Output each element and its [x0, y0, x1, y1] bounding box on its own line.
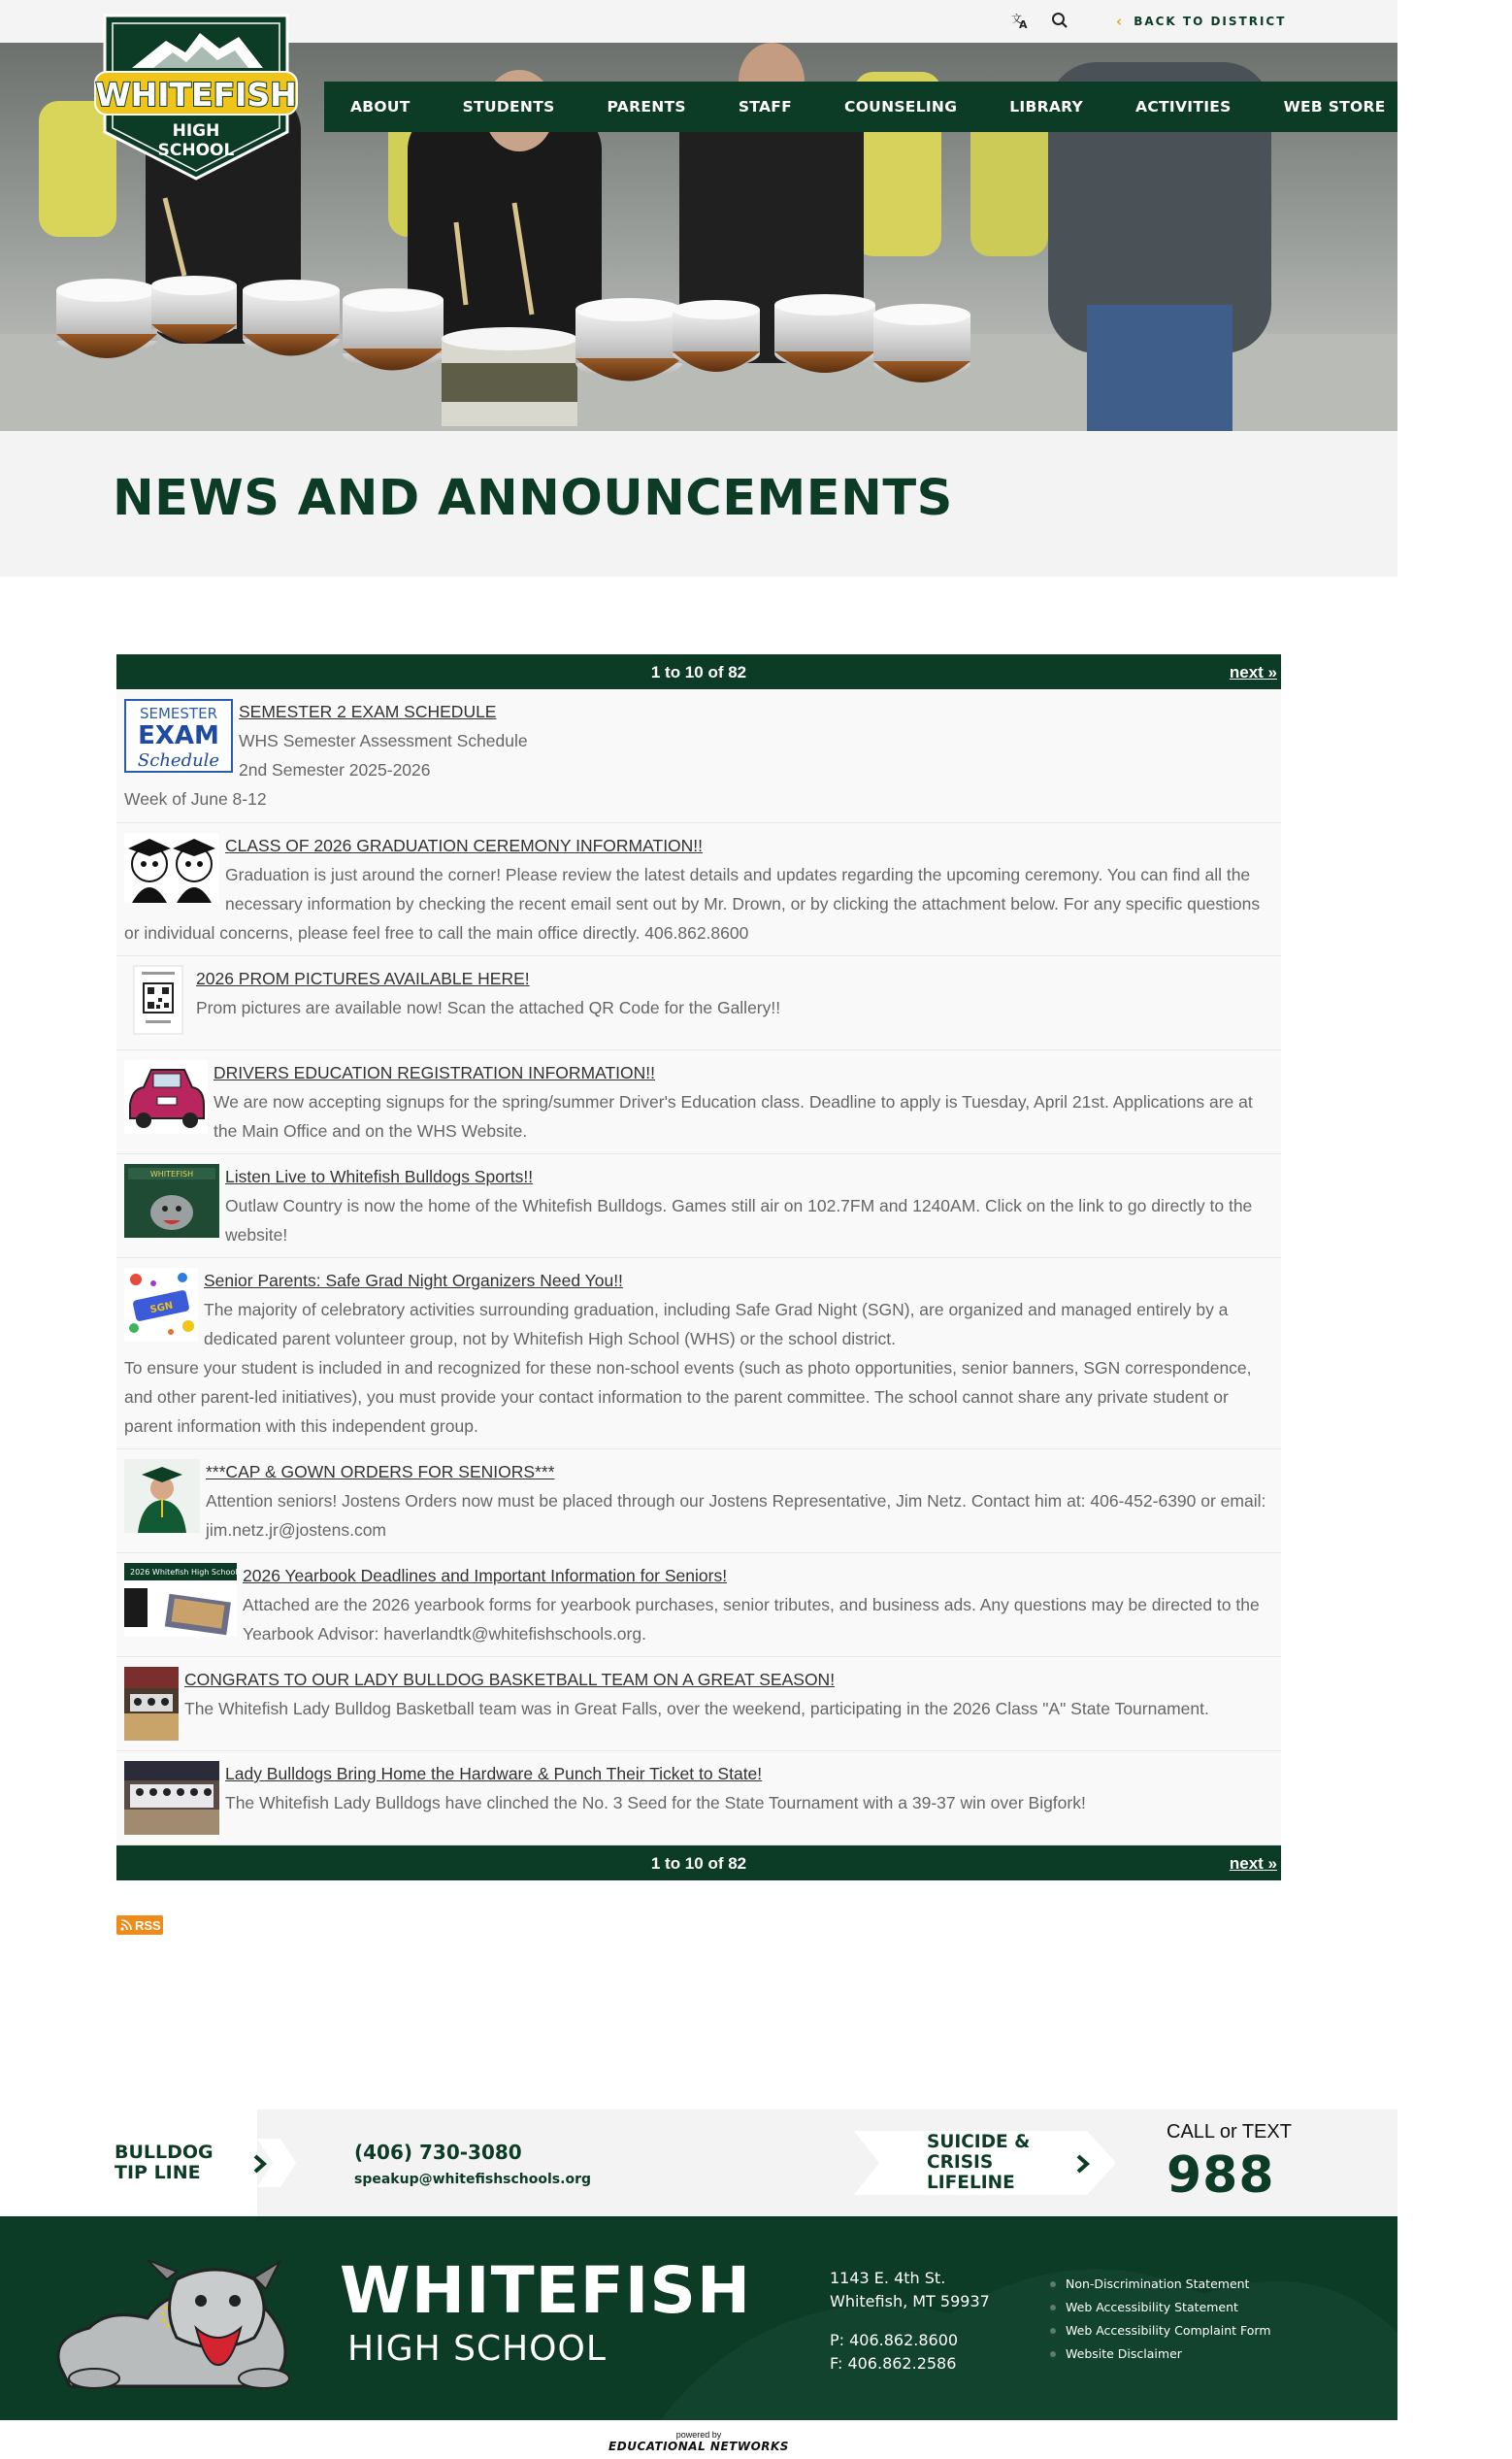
news-body: WHS Semester Assessment Schedule: [239, 731, 528, 750]
news-headline[interactable]: 2026 PROM PICTURES AVAILABLE HERE!: [196, 969, 530, 988]
footer-watermark: [660, 2216, 1397, 2420]
news-body: Week of June 8-12: [124, 789, 267, 809]
news-headline[interactable]: CLASS OF 2026 GRADUATION CEREMONY INFORMATION!!: [225, 836, 704, 855]
footer-link-accessibility-statement[interactable]: [1050, 2296, 1271, 2319]
powered-by-label: powered by: [675, 2430, 722, 2440]
news-body: The majority of celebratory activities surrounding graduation, including Safe Grad Night (SGN), are organized and managed entirely by a dedicated parent volunteer group, not by Whitefish High School (WHS) or the school district.: [204, 1300, 1229, 1348]
lifeline-line2: CRISIS: [927, 2152, 994, 2173]
news-thumbnail[interactable]: [124, 1563, 237, 1645]
news-headline[interactable]: DRIVERS EDUCATION REGISTRATION INFORMATION!!: [214, 1063, 656, 1082]
svg-text:SGN: SGN: [148, 1300, 175, 1316]
bullet-icon: [1050, 2281, 1056, 2287]
news-item: [116, 1751, 1281, 1845]
svg-text:2026 Whitefish High School: 2026 Whitefish High School: [130, 1568, 238, 1577]
back-to-district-link[interactable]: [1116, 13, 1286, 30]
logo-name: WHITEFISH: [95, 76, 297, 114]
news-item: [116, 1154, 1281, 1258]
page-title: NEWS AND ANNOUNCEMENTS: [113, 470, 953, 527]
news-body: Graduation is just around the corner! Please review the latest details and updates regarding the upcoming ceremony. You can find all the necessary information by checking the recent email sent out by Mr. Drown, or by clicking the attachment below. For any specific questions or individual concerns, please feel free to call the main office directly. 406.862.8600: [124, 865, 1261, 943]
nav-counseling[interactable]: COUNSELING: [844, 98, 958, 116]
news-thumbnail[interactable]: [134, 966, 182, 1043]
back-to-district-label: BACK TO DISTRICT: [1134, 15, 1287, 28]
news-body: Attached are the 2026 yearbook forms for yearbook purchases, senior tributes, and business ads. Any questions may be directed to the Yearbook Advisor: haverlandtk@whitefishschools.org.: [243, 1595, 1260, 1644]
thumb-text-schedule: Schedule: [137, 750, 220, 771]
footer-school-name: WHITEFISH: [340, 2253, 752, 2328]
page-title-band: [0, 431, 1397, 577]
news-thumbnail[interactable]: [124, 833, 219, 912]
news-body: To ensure your student is included in and recognized for these non-school events (such as photo opportunities, senior banners, SGN correspondence, and other parent-led initiatives), you must provide your contact information to the parent committee. The school cannot share any private student or parent information with this independent group.: [124, 1358, 1252, 1436]
news-thumbnail[interactable]: [124, 1459, 200, 1542]
school-logo[interactable]: [93, 8, 299, 181]
news-body: Attention seniors! Jostens Orders now must be placed through our Jostens Representative, Jim Netz. Contact him at: 406-452-6390 or email: jim.netz.jr@jostens.com: [206, 1491, 1266, 1540]
news-body: The Whitefish Lady Bulldogs have clinched the No. 3 Seed for the State Tournament with a 39-37 win over Bigfork!: [225, 1793, 1086, 1812]
next-page-link[interactable]: next »: [1229, 663, 1277, 681]
rss-icon: [120, 1919, 132, 1931]
chevron-left-icon: ‹: [1116, 13, 1125, 30]
news-headline[interactable]: Listen Live to Whitefish Bulldogs Sports!!: [225, 1167, 534, 1186]
logo-line2: HIGH: [172, 121, 220, 141]
vendor-logo: EDUCATIONAL NETWORKS: [608, 2440, 789, 2453]
news-item: [116, 823, 1281, 956]
news-thumbnail[interactable]: [124, 1667, 179, 1749]
address-line2: Whitefish, MT 59937: [830, 2292, 990, 2310]
bulldog-mascot: [50, 2250, 293, 2391]
address-line1: 1143 E. 4th St.: [830, 2269, 946, 2287]
main-navigation: [324, 82, 1486, 132]
nav-activities[interactable]: ACTIVITIES: [1135, 98, 1232, 116]
svg-text:文: 文: [1011, 13, 1022, 25]
footer-address: [830, 2267, 990, 2313]
tipline-phone[interactable]: (406) 730-3080: [354, 2141, 522, 2164]
rss-label: RSS: [135, 1917, 161, 1933]
nav-contact[interactable]: CONT: [1437, 98, 1486, 116]
chevron-right-icon: [1075, 2154, 1091, 2174]
news-body: We are now accepting signups for the spring/summer Driver's Education class. Deadline to apply is Tuesday, April 21st. Applications are at the Main Office and on the WHS Website.: [214, 1092, 1253, 1141]
rss-feed-button[interactable]: [116, 1915, 163, 1935]
next-page-link[interactable]: next »: [1229, 1854, 1277, 1873]
lifeline-line1: SUICIDE &: [927, 2132, 1031, 2152]
pager-count: 1 to 10 of 82: [650, 663, 747, 681]
site-footer: [0, 2216, 1397, 2420]
news-headline[interactable]: Senior Parents: Safe Grad Night Organizers Need You!!: [204, 1271, 623, 1290]
footer-link-non-discrimination[interactable]: [1050, 2273, 1271, 2296]
footer-phones: [830, 2329, 958, 2376]
crisis-resources-bar: [0, 2110, 1397, 2216]
chevron-right-icon: [252, 2154, 268, 2174]
footer-link-label: Website Disclaimer: [1066, 2346, 1182, 2361]
nav-library[interactable]: LIBRARY: [1009, 98, 1084, 116]
nav-about[interactable]: ABOUT: [350, 98, 411, 116]
news-thumbnail[interactable]: [124, 1761, 219, 1844]
search-icon[interactable]: [1049, 10, 1070, 31]
footer-school-sub: HIGH SCHOOL: [347, 2329, 607, 2369]
news-body: Prom pictures are available now! Scan the attached QR Code for the Gallery!!: [196, 998, 781, 1017]
news-headline[interactable]: SEMESTER 2 EXAM SCHEDULE: [239, 702, 497, 721]
tipline-label[interactable]: [115, 2143, 214, 2183]
footer-link-label: Web Accessibility Complaint Form: [1066, 2323, 1271, 2338]
news-body: The Whitefish Lady Bulldog Basketball team was in Great Falls, over the weekend, participating in the 2026 Class "A" State Tournament.: [184, 1699, 1209, 1718]
news-item: [116, 1449, 1281, 1553]
pager-count: 1 to 10 of 82: [650, 1854, 747, 1873]
tipline-email[interactable]: speakup@whitefishschools.org: [354, 2172, 591, 2187]
nav-students[interactable]: STUDENTS: [462, 98, 555, 116]
thumb-text-semester: SEMESTER: [139, 705, 218, 722]
news-item: [116, 1050, 1281, 1154]
footer-links: [1050, 2273, 1271, 2366]
nav-web-store[interactable]: WEB STORE: [1283, 98, 1386, 116]
tipline-label-line2: TIP LINE: [115, 2162, 201, 2183]
logo-line3: SCHOOL: [157, 141, 235, 160]
bullet-icon: [1050, 2351, 1056, 2357]
footer-link-accessibility-complaint[interactable]: [1050, 2319, 1271, 2343]
bullet-icon: [1050, 2305, 1056, 2310]
news-body: Outlaw Country is now the home of the Whitefish Bulldogs. Games still air on 102.7FM and 1240AM. Click on the link to go directly to the website!: [225, 1196, 1253, 1245]
crisis-number[interactable]: 988: [1167, 2146, 1275, 2205]
nav-staff[interactable]: STAFF: [738, 98, 793, 116]
powered-by[interactable]: [0, 2420, 1397, 2459]
nav-parents[interactable]: PARENTS: [607, 98, 686, 116]
news-item: [116, 689, 1281, 823]
news-headline[interactable]: 2026 Yearbook Deadlines and Important Information for Seniors!: [243, 1566, 728, 1585]
svg-text:A: A: [1019, 18, 1028, 31]
news-body: 2nd Semester 2025-2026: [239, 760, 431, 780]
call-or-text-label: CALL or TEXT: [1167, 2121, 1292, 2143]
translate-icon[interactable]: [1009, 10, 1031, 31]
thumb-text-exam: EXAM: [138, 721, 219, 750]
footer-phone[interactable]: P: 406.862.8600: [830, 2331, 959, 2349]
news-headline[interactable]: CONGRATS TO OUR LADY BULLDOG BASKETBALL TEAM ON A GREAT SEASON!: [184, 1670, 836, 1689]
lifeline-line3: LIFELINE: [927, 2173, 1015, 2193]
news-list: [116, 689, 1281, 1845]
footer-fax: F: 406.862.2586: [830, 2354, 957, 2373]
news-item: [116, 1258, 1281, 1449]
news-headline[interactable]: ***CAP & GOWN ORDERS FOR SENIORS***: [206, 1462, 555, 1481]
pager-top: [116, 654, 1281, 689]
footer-link-label: Non-Discrimination Statement: [1066, 2276, 1250, 2291]
bullet-icon: [1050, 2328, 1056, 2334]
footer-link-disclaimer[interactable]: [1050, 2343, 1271, 2366]
news-thumbnail[interactable]: [124, 699, 233, 781]
news-item: [116, 1553, 1281, 1657]
news-headline[interactable]: Lady Bulldogs Bring Home the Hardware & Punch Their Ticket to State!: [225, 1764, 763, 1783]
news-item: [116, 956, 1281, 1050]
svg-text:WHITEFISH: WHITEFISH: [149, 1170, 194, 1179]
news-item: [116, 1657, 1281, 1751]
news-thumbnail[interactable]: [124, 1164, 219, 1246]
news-thumbnail[interactable]: [124, 1268, 198, 1350]
news-thumbnail[interactable]: [124, 1060, 208, 1143]
footer-link-label: Web Accessibility Statement: [1066, 2300, 1238, 2314]
tipline-label-line1: BULLDOG: [115, 2142, 214, 2163]
pager-bottom: [116, 1845, 1281, 1880]
lifeline-label[interactable]: [927, 2132, 1030, 2193]
